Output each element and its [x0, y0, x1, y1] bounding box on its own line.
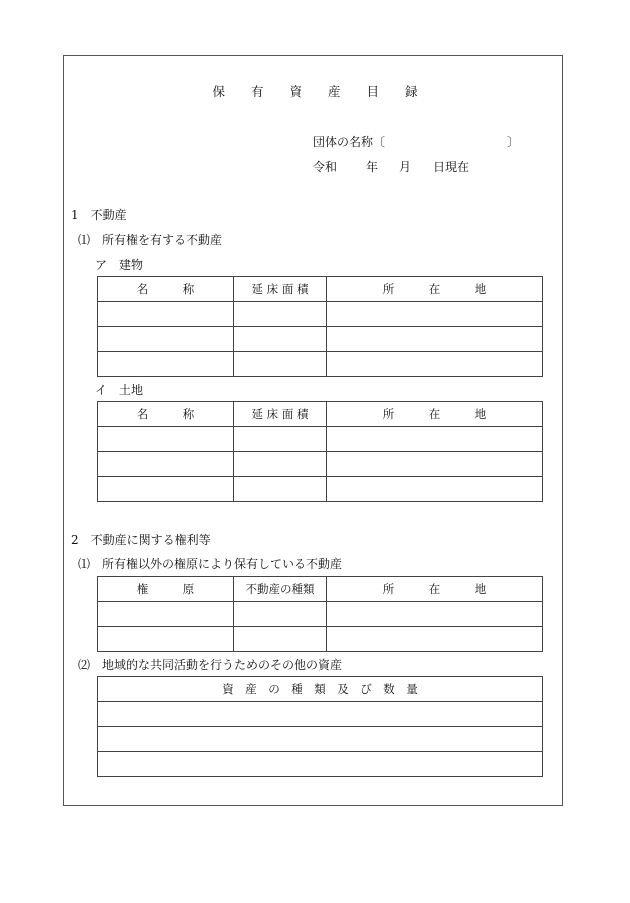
section2-sub2: ⑵ 地域的な共同活動を行うためのその他の資産	[78, 658, 343, 672]
land-label: イ 土地	[95, 383, 144, 397]
cell[interactable]	[234, 627, 327, 652]
cell[interactable]	[327, 477, 543, 502]
col-kind: 不動産の種類	[234, 577, 327, 602]
cell[interactable]	[98, 427, 234, 452]
cell[interactable]	[234, 427, 327, 452]
buildings-table	[97, 276, 543, 377]
cell[interactable]	[327, 427, 543, 452]
title-char: 目	[366, 84, 380, 99]
title-char: 保	[212, 84, 225, 99]
table-row	[98, 327, 543, 352]
col-area: 延 床 面 積	[234, 402, 327, 427]
cell[interactable]	[98, 477, 234, 502]
table-row	[98, 752, 543, 777]
cell[interactable]	[234, 302, 327, 327]
col-name: 名 称	[98, 277, 234, 302]
buildings-label: ア 建物	[95, 258, 144, 272]
cell[interactable]	[98, 352, 234, 377]
cell[interactable]	[234, 327, 327, 352]
section1-heading: 1 不動産	[71, 208, 127, 222]
cell[interactable]	[98, 327, 234, 352]
other-rights-table	[97, 576, 543, 652]
land-table	[97, 401, 543, 502]
col-location: 所 在 地	[327, 577, 543, 602]
title-char: 録	[405, 84, 418, 99]
table-row	[98, 477, 543, 502]
cell[interactable]	[327, 327, 543, 352]
cell[interactable]	[327, 627, 543, 652]
title-char: 資	[289, 84, 302, 99]
section2-sub1: ⑴ 所有権以外の権原により保有している不動産	[78, 557, 343, 571]
cell[interactable]	[234, 352, 327, 377]
cell[interactable]	[98, 302, 234, 327]
title-char: 産	[328, 84, 341, 99]
date-day: 日現在	[433, 160, 470, 174]
cell[interactable]	[234, 477, 327, 502]
cell[interactable]	[234, 602, 327, 627]
table-row	[98, 702, 543, 727]
col-location: 所 在 地	[327, 402, 543, 427]
table-row	[98, 727, 543, 752]
table-row	[98, 602, 543, 627]
col-title: 権 原	[98, 577, 234, 602]
table-row	[98, 627, 543, 652]
cell[interactable]	[234, 452, 327, 477]
table-row	[98, 352, 543, 377]
section2-heading: 2 不動産に関する権利等	[71, 533, 211, 547]
cell[interactable]	[327, 452, 543, 477]
title-char: 有	[250, 84, 264, 99]
cell[interactable]	[98, 602, 234, 627]
cell[interactable]	[327, 352, 543, 377]
date-month: 月	[399, 160, 412, 174]
document-title	[0, 85, 630, 99]
date-reiwa: 令和	[313, 160, 338, 174]
section1-sub1: ⑴ 所有権を有する不動産	[78, 233, 223, 247]
col-location: 所 在 地	[327, 277, 543, 302]
other-assets-table	[97, 676, 543, 777]
org-name-close: 〕	[507, 135, 520, 149]
cell[interactable]	[98, 627, 234, 652]
col-asset-kind-quantity: 資 産 の 種 類 及 び 数 量	[98, 677, 543, 702]
cell[interactable]	[98, 452, 234, 477]
table-row	[98, 452, 543, 477]
date-year: 年	[366, 160, 379, 174]
col-name: 名 称	[98, 402, 234, 427]
table-row	[98, 427, 543, 452]
cell[interactable]	[98, 702, 543, 727]
table-row	[98, 302, 543, 327]
cell[interactable]	[98, 752, 543, 777]
cell[interactable]	[327, 602, 543, 627]
cell[interactable]	[327, 302, 543, 327]
col-area: 延 床 面 積	[234, 277, 327, 302]
org-name-label: 団体の名称〔	[313, 135, 386, 149]
cell[interactable]	[98, 727, 543, 752]
